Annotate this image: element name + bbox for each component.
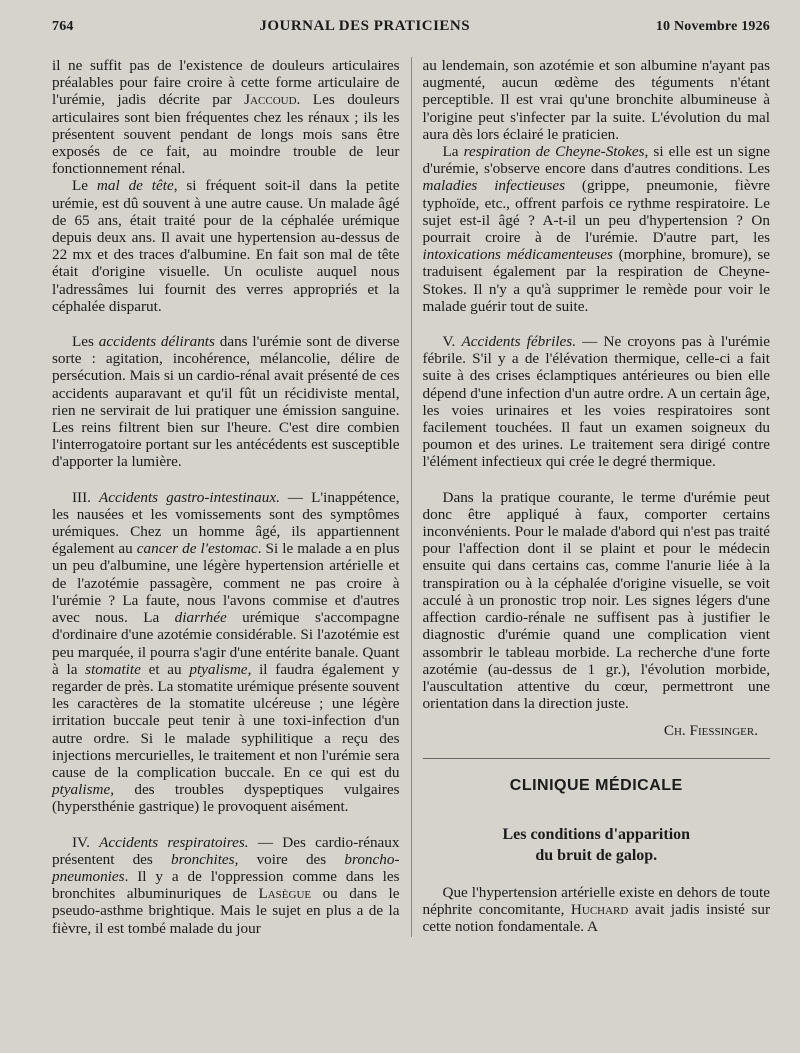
text: . Il y a de l'oppression comme dans les bronchites albuminuriques de bbox=[52, 867, 400, 903]
subheading: Accidents respiratoires. bbox=[99, 833, 249, 851]
emphasis: accidents délirants bbox=[98, 333, 215, 351]
paragraph bbox=[423, 884, 771, 936]
issue-date: 10 Novembre 1926 bbox=[655, 19, 770, 34]
text: ou dans le pseudo-asthme brightique. Mais le sujet en plus a de la fièvre, il est tombé malade du jour bbox=[52, 885, 400, 937]
text: et au bbox=[140, 660, 190, 678]
paragraph: au lendemain, son azotémie et son albumine n'ayant pas augmenté, aucun œdème des téguments n'étant perceptible. Il est vrai qu'une bronchite albumineuse à l'origine peut s'infecter par la suite. L'évolution du mal aura dès lors éclairé le praticien. bbox=[422, 57, 770, 143]
emphasis: mal de tête bbox=[96, 177, 174, 195]
text: (grippe, pneumonie, fièvre typhoïde, etc., offrent parfois ce rythme respiratoire. Le sujet est-il âgé ? A-t-il un peu d'hypertension ? On pourrait croire à de l'urémie. D'autre part, les bbox=[422, 177, 770, 247]
page-header bbox=[52, 18, 770, 40]
text: (morphine, bromure), se traduisent également par la respiration de Cheyne-Stokes. Il n'y a qu'à supprimer le remède pour voir le malade guérir tout de suite. bbox=[422, 246, 770, 315]
page-number: 764 bbox=[52, 19, 74, 34]
emphasis: bronchites bbox=[171, 850, 235, 868]
text: — Des cardio-rénaux présentent des bbox=[52, 833, 400, 868]
author-signature: Ch. Fiessinger. bbox=[663, 722, 758, 740]
text: IV. bbox=[72, 833, 100, 851]
emphasis: intoxications médicamenteuses bbox=[422, 246, 613, 264]
article-title-line: du bruit de galop. bbox=[535, 846, 658, 864]
text: La bbox=[442, 143, 464, 161]
article-title bbox=[423, 824, 771, 866]
text: V. bbox=[442, 333, 462, 351]
paragraph bbox=[52, 177, 400, 315]
text: urémique s'accompagne d'ordinaire d'une azotémie considérable. Si l'azotémie est peu marquée, il pourra s'agir d'une entérite banale. Quant à la bbox=[52, 609, 400, 678]
text: Que l'hypertension artérielle existe en dehors de toute néphrite concomitante, bbox=[422, 883, 770, 918]
emphasis: ptyalisme bbox=[189, 660, 248, 678]
author-name: Lasègue bbox=[258, 885, 312, 903]
subheading: Accidents fébriles. bbox=[461, 333, 577, 351]
text: — Ne croyons pas à l'urémie fébrile. S'il y a de l'élévation thermique, celle-ci a fait suite à des crises éclamptiques antérieures ou bien elle dépend d'une infection d'un autre ordre. A un certain âge, les voies urinaires et les voies respiratoires sont facilement touchées. Il faut un examen soigneux du poumon et des urines. Le traitement sera dirigé contre l'élément infectieux qui crée le degré thermique. bbox=[422, 333, 771, 471]
article-title-line: Les conditions d'apparition bbox=[502, 825, 691, 843]
emphasis: stomatite bbox=[85, 660, 141, 678]
text: , il faudra également y regarder de près. La stomatite urémique présente souvent les caractères de la stomatite ulcéreuse ; une légère irritation buccale peut tenir à une toxi-infection d'un autre ordre. Si le malade syphilitique a reçu des injections mercurielles, le traitement et non l'urémie sera cause de la complication buccale. En ce qui est du bbox=[52, 660, 400, 781]
author-name: Jaccoud bbox=[244, 91, 297, 109]
text: . Si le malade a en plus un peu d'albumine, une légère hypertension artérielle et de l'azotémie passagère, comment ne pas croire à l'urémie ? La faute, nous l'avons commise et d'autres avec nous. La bbox=[52, 540, 400, 627]
subheading: Accidents gastro-intestinaux. bbox=[99, 488, 280, 506]
emphasis: broncho-pneumonies bbox=[52, 850, 400, 885]
paragraph bbox=[52, 333, 400, 471]
left-column bbox=[52, 57, 412, 937]
text: Le bbox=[72, 177, 97, 195]
emphasis: cancer de l'estomac bbox=[136, 540, 258, 558]
paragraph bbox=[423, 333, 771, 471]
two-column-body bbox=[52, 57, 770, 937]
emphasis: ptyalisme bbox=[52, 781, 111, 799]
paragraph: Dans la pratique courante, le terme d'urémie peut donc être appliqué à faux, comporter certains inconvénients. Pour le malade d'abord qui n'est pas traité pour l'affection dont il se plaint et pour le médecin ensuite qui dans certains cas, comme l'anurie liée à la transpiration ou à la céphalée d'origine visuelle, se voit acculé à un pronostic trop noir. Les signes légers d'une affection cardio-rénale ne suffisent pas à justifier le diagnostic d'urémie quand une complication vient assombrir le tableau morbide. La recherche d'une forte azotémie (au-dessus de 1 gr.), l'évolution morbide, l'auscultation attentive du cœur, permettront une orientation dans la direction juste. bbox=[422, 488, 770, 713]
text: , voire des bbox=[234, 850, 345, 868]
text: , des troubles dyspeptiques vulgaires (hypersthénie gastrique) le provoquent aisément. bbox=[52, 781, 400, 816]
right-column bbox=[412, 57, 771, 937]
emphasis: maladies infectieuses bbox=[422, 177, 566, 195]
emphasis: respiration de Cheyne-Stokes bbox=[463, 143, 645, 161]
paragraph bbox=[52, 57, 400, 177]
text: il ne suffit pas de l'existence de douleurs articulaires préalables pour faire croire à cette forme articulaire de l'urémie, jadis décrite par bbox=[52, 57, 400, 109]
text: . Les douleurs articulaires sont bien fréquentes chez les rénaux ; ils les présentent souvent pendant de longs mois sans être exposés de ce fait, au moindre trouble de leur fonctionnement rénal. bbox=[52, 91, 400, 178]
text: III. bbox=[72, 488, 100, 506]
text: dans l'urémie sont de diverse sorte : agitation, incohérence, mélancolie, délire de persécution. Mais si un cardio-rénal avait présenté de ces accidents auparavant et qu'il fût un récidiviste mental, rien ne servirait de lui pratiquer une émission sanguine. Les reins filtrent bien sur l'heure. C'est dire combien l'interrogatoire portant sur les antécédents est susceptible d'apporter la lumière. bbox=[52, 333, 400, 471]
text: avait jadis insisté sur cette notion fondamentale. A bbox=[422, 900, 771, 936]
author-name: Huchard bbox=[570, 900, 629, 918]
section-heading: CLINIQUE MÉDICALE bbox=[423, 758, 771, 794]
emphasis: diarrhée bbox=[174, 609, 227, 627]
journal-title: JOURNAL DES PRATICIENS bbox=[259, 18, 471, 34]
paragraph bbox=[52, 489, 400, 816]
text: , si elle est un signe d'urémie, s'observe encore dans d'autres conditions. Les bbox=[422, 143, 770, 178]
text: , si fréquent soit-il dans la petite urémie, est dû souvent à une autre cause. Un malade âgé de 65 ans, était traité pour de la céphalée urémique depuis deux ans. Il avait une hypertension au-dessus de 22 mx et des traces d'albumine. En fait son mal de tête était d'origine visuelle. Un oculiste auquel nous l'adressâmes lui fournit des verres appropriés et la céphalée disparut. bbox=[52, 177, 400, 315]
text: Les bbox=[72, 333, 99, 351]
text: — L'inappétence, les nausées et les vomissements sont des symptômes urémiques. Chez un homme âgé, ils appartiennent également au bbox=[52, 488, 400, 558]
paragraph bbox=[423, 143, 771, 315]
paragraph bbox=[52, 834, 400, 937]
